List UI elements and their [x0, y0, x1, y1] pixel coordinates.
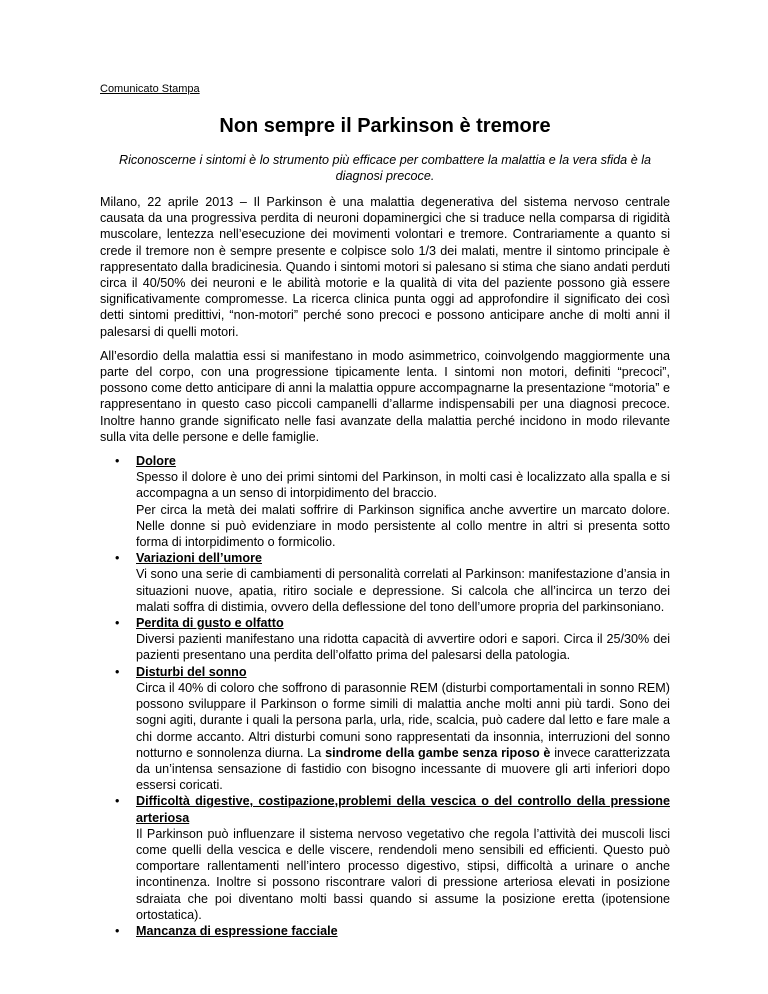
- symptom-description: Il Parkinson può influenzare il sistema nervoso vegetativo che regola l’attività dei muscoli lisci come quelli della vescica e delle viscere, rendendoli meno sensibili ed efficienti. Questo può comportare rallentamenti nell’intero processo digestivo, stipsi, difficoltà a urinare o anche incontinenza. Inoltre si possono riscontrare valori di pressione arteriosa elevati in posizione sdraiata che poi diventano molti bassi quando si assume la posizione eretta (ipotensione ortostatica).: [136, 826, 670, 922]
- symptom-title: Difficoltà digestive, costipazione,problemi della vescica o del controllo della pressione arteriosa: [136, 794, 670, 825]
- symptom-title: Mancanza di espressione facciale: [136, 923, 338, 938]
- symptom-text: Circa il 40% di coloro che soffrono di parasonnie REM (disturbi comportamentali in sonno REM) possono sviluppare il Parkinson o forme simili di malattia anche molti anni più tardi. Sono dei sogni agiti, durante i quali la persona parla, urla, ride, scalcia, può cadere dal letto e fare male a chi dorme accanto. Altri disturbi comuni sono rappresentati da insonnia, interruzioni del sonno notturno e sonnolenza diurna. La: [136, 680, 670, 760]
- list-item: [100, 923, 670, 939]
- symptom-description: Diversi pazienti manifestano una ridotta capacità di avvertire odori e sapori. Circa il 25/30% dei pazienti presentano una perdita dell’olfatto prima del palesarsi della patologia.: [136, 632, 670, 663]
- symptom-text: invece caratterizzata da un’intensa sensazione di fastidio con bisogno incessante di muovere gli arti inferiori dopo essersi coricati.: [136, 745, 670, 793]
- intro-paragraph: Milano, 22 aprile 2013 – Il Parkinson è una malattia degenerativa del sistema nervoso centrale causata da una progressiva perdita di neuroni dopaminergici che si traduce nella comparsa di rigidità muscolare, lentezza nell’esecuzione dei movimenti volontari e tremore. Contrariamente a quanto si crede il tremore non è sempre presente e colpisce solo 1/3 dei malati, mentre il sintomo principale è rappresentato dalla bradicinesia. Quando i sintomi motori si palesano si stima che siano andati perduti circa il 40/50% dei neuroni e le abilità motorie e la qualità di vita del paziente possono già essere significativamente compromesse. La ricerca clinica punta oggi ad approfondire il significato dei così detti sintomi predittivi, “non-motori” perché sono precoci e possono anticipare anche di molti anni il palesarsi di quelli motori.: [100, 195, 670, 339]
- list-item: [100, 453, 670, 550]
- bullet-icon: •: [115, 923, 120, 938]
- bullet-icon: •: [115, 551, 120, 566]
- symptom-title: Dolore: [136, 454, 176, 469]
- subtitle: Riconoscerne i sintomi è lo strumento più efficace per combattere la malattia e la vera sfida è la diagnosi precoce.: [119, 153, 651, 183]
- list-item: [100, 550, 670, 615]
- list-item: [100, 793, 670, 923]
- symptom-list: [100, 453, 670, 939]
- symptom-description: [136, 680, 670, 793]
- press-release-page: [100, 82, 670, 939]
- symptom-title: Disturbi del sonno: [136, 664, 247, 679]
- list-item: [100, 615, 670, 664]
- highlighted-phrase: sindrome della gambe senza riposo è: [325, 745, 551, 760]
- symptom-title: Variazioni dell’umore: [136, 551, 262, 566]
- list-item: [100, 664, 670, 794]
- bullet-icon: •: [115, 794, 120, 809]
- symptom-description: Vi sono una serie di cambiamenti di personalità correlati al Parkinson: manifestazione d’ansia in situazioni nuove, apatia, ritiro sociale e depressione. Si calcola che all’incirca un terzo dei malati soffra di distimia, ovvero della deflessione del tono dell’umore propria del parkinsoniano.: [136, 567, 670, 614]
- page-title: Non sempre il Parkinson è tremore: [219, 115, 551, 137]
- press-release-label: Comunicato Stampa: [100, 83, 200, 95]
- symptom-title: Perdita di gusto e olfatto: [136, 616, 284, 631]
- symptom-description: Spesso il dolore è uno dei primi sintomi del Parkinson, in molti casi è localizzato alla spalla e si accompagna a un senso di intorpidimento del braccio.: [136, 470, 670, 501]
- bullet-icon: •: [115, 664, 120, 679]
- bullet-icon: •: [115, 454, 120, 469]
- symptom-description: Per circa la metà dei malati soffrire di Parkinson significa anche avvertire un marcato dolore. Nelle donne si può evidenziare in modo persistente al collo mentre in altri si presenta sotto forma di intorpidimento o formicolio.: [136, 502, 670, 550]
- bullet-icon: •: [115, 616, 120, 631]
- onset-paragraph: All’esordio della malattia essi si manifestano in modo asimmetrico, coinvolgendo maggiormente una parte del corpo, con una progressione tipicamente lenta. I sintomi non motori, definiti “precoci”, possono come detto anticipare di anni la malattia oppure accompagnarne la presentazione “motoria” e rappresentano in questo caso piccoli campanelli d’allarme indispensabili per una diagnosi precoce. Inoltre hanno grande significato nelle fasi avanzate della malattia perché incidono in modo rilevante sulla vita delle persone e delle famiglie.: [100, 348, 670, 444]
